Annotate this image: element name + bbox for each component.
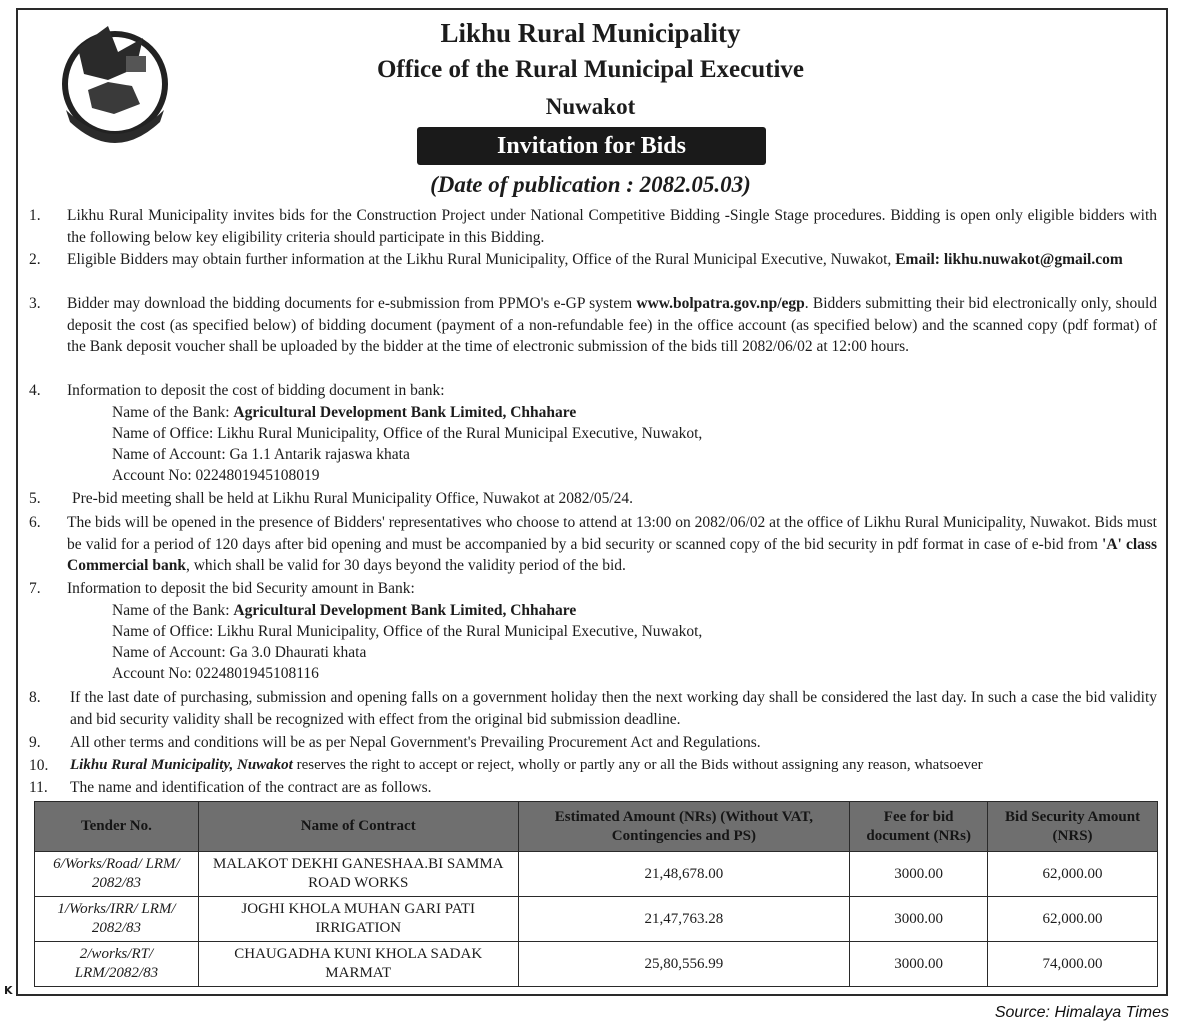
cell-estimated-amount: 21,47,763.28 [518,897,850,942]
item-number: 10. [29,757,49,774]
egp-url: www.bolpatra.gov.np/egp [636,295,805,312]
cost-bank-label: Name of the Bank: [112,404,230,421]
contract-table [34,801,1158,987]
item-2 [67,249,1157,271]
item-10-text: reserves the right to accept or reject, wholly or partly any or all the Bids without assigning any reason, whatsoever [296,757,983,773]
cost-account-name: Name of Account: Ga 1.1 Antarik rajaswa khata [112,446,410,463]
header-estimated-amount: Estimated Amount (NRs) (Without VAT, Contingencies and PS) [518,802,850,852]
header-document-fee: Fee for bid document (NRs) [850,802,988,852]
item-number: 11. [29,779,48,796]
item-10-municipality: Likhu Rural Municipality, Nuwakot [70,757,293,773]
cell-document-fee: 3000.00 [850,897,988,942]
item-6-text-b: , which shall be valid for 30 days beyond the validity period of the bid. [185,557,626,574]
header-tender-no: Tender No. [35,802,199,852]
item-number: 7. [29,580,41,597]
security-account-no: Account No: 0224801945108116 [112,665,319,682]
item-number: 9. [29,734,41,751]
item-number: 8. [29,689,41,706]
header-contract-name: Name of Contract [198,802,518,852]
email-label: Email: [895,251,940,268]
cell-document-fee: 3000.00 [850,852,988,897]
notice-title-banner: Invitation for Bids [417,127,766,165]
cost-bank-line [112,402,576,424]
cell-document-fee: 3000.00 [850,942,988,987]
table-row [35,942,1158,987]
cell-tender-no: 1/Works/IRR/ LRM/ 2082/83 [35,897,199,942]
security-bank-line [112,600,576,622]
item-5-text: Pre-bid meeting shall be held at Likhu Rural Municipality Office, Nuwakot at 2082/05/24. [72,490,634,507]
item-number: 4. [29,382,41,399]
item-6 [67,512,1157,577]
item-3-text-a: Bidder may download the bidding documents for e-submission from PPMO's e-GP system [67,295,633,312]
security-bank-label: Name of the Bank: [112,602,230,619]
cell-contract-name: CHAUGADHA KUNI KHOLA SADAK MARMAT [198,942,518,987]
cell-bid-security: 62,000.00 [988,897,1158,942]
item-9-text: All other terms and conditions will be as per Nepal Government's Prevailing Procurement Act and Regulations. [70,734,761,751]
cell-bid-security: 62,000.00 [988,852,1158,897]
item-3-text-b: . Bidders submitting their bid electronically only, should deposit the cost (as specified below) of bidding document (payment of a non-refundable fee) in the office account (as specified below) and the scanned copy (pdf format) of the Bank deposit voucher shall be uploaded by the bidder at the time of electronic submission of the bids till 2082/06/02 at 12:00 hours. [67,295,1158,355]
cost-bank-name: Agricultural Development Bank Limited, Chhahare [233,404,577,421]
item-10 [70,755,1157,777]
cell-tender-no: 6/Works/Road/ LRM/ 2082/83 [35,852,199,897]
table-row [35,852,1158,897]
item-3 [67,293,1157,358]
item-6-text-a: The bids will be opened in the presence of Bidders' representatives who choose to attend at 13:00 on 2082/06/02 at the office of Likhu Rural Municipality, Nuwakot. Bids must be valid for a period of 120 days after bid opening and must be accompanied by a bid security or scanned copy of the bid security in pdf format in case of e-bid from [67,514,1157,553]
publication-date: (Date of publication : 2082.05.03) [430,172,751,197]
item-number: 1. [29,207,41,224]
side-mark: K [4,984,13,997]
source-credit: Source: Himalaya Times [994,1004,1169,1021]
item-number: 2. [29,251,41,268]
security-bank-name: Agricultural Development Bank Limited, Chhahare [233,602,577,619]
office-name: Office of the Rural Municipal Executive [376,56,804,83]
security-account-name: Name of Account: Ga 3.0 Dhaurati khata [112,644,367,661]
cell-tender-no: 2/works/RT/ LRM/2082/83 [35,942,199,987]
cell-estimated-amount: 25,80,556.99 [518,942,850,987]
email-address: likhu.nuwakot@gmail.com [943,251,1123,268]
header-bid-security: Bid Security Amount (NRS) [988,802,1158,852]
cell-contract-name: MALAKOT DEKHI GANESHAA.BI SAMMA ROAD WORKS [198,852,518,897]
item-7-text: Information to deposit the bid Security amount in Bank: [67,580,415,597]
cost-office-line: Name of Office: Likhu Rural Municipality, Office of the Rural Municipal Executive, Nuwakot, [112,425,703,442]
item-1-text: Likhu Rural Municipality invites bids for the Construction Project under National Competitive Bidding -Single Stage procedures. Bidding is open only eligible bidders with the following below key eligibility criteria should participate in this Bidding. [67,207,1157,246]
item-8-text: If the last date of purchasing, submission and opening falls on a government holiday then the next working day shall be considered the last day. In such a case the bid validity and bid security validity shall be recognized with effect from the original bid submission deadline. [70,689,1157,728]
municipality-name: Likhu Rural Municipality [440,18,741,48]
item-number: 6. [29,514,41,531]
security-office-line: Name of Office: Likhu Rural Municipality, Office of the Rural Municipal Executive, Nuwakot, [112,623,703,640]
item-number: 5. [29,490,41,507]
cell-contract-name: JOGHI KHOLA MUHAN GARI PATI IRRIGATION [198,897,518,942]
item-6-bank-class: 'A' class Commercial bank [67,535,1157,574]
item-number: 3. [29,295,41,312]
item-2-text: Eligible Bidders may obtain further information at the Likhu Rural Municipality, Office of the Rural Municipal Executive, Nuwakot, [67,251,892,268]
cost-account-no: Account No: 0224801945108019 [112,467,320,484]
item-4-text: Information to deposit the cost of bidding document in bank: [67,382,445,399]
table-header-row [35,802,1158,852]
table-row [35,897,1158,942]
item-11-text: The name and identification of the contract are as follows. [70,779,432,796]
cell-estimated-amount: 21,48,678.00 [518,852,850,897]
district-name: Nuwakot [545,94,636,119]
cell-bid-security: 74,000.00 [988,942,1158,987]
